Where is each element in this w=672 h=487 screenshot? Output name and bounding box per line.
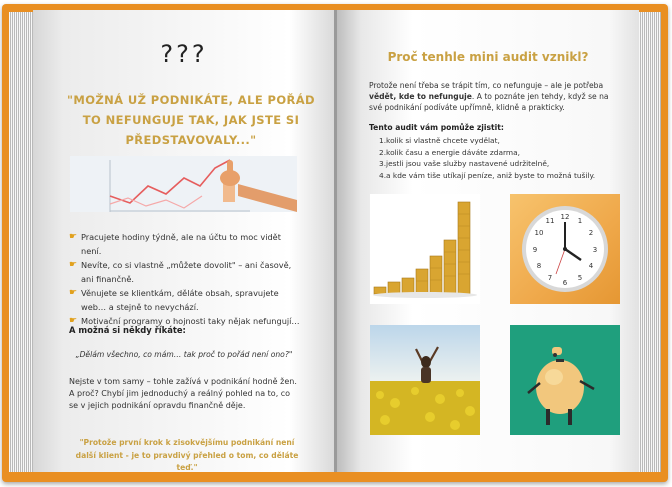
intro-paragraph xyxy=(369,80,609,113)
intro-bold-text: vědět, kde to nefunguje xyxy=(369,92,472,101)
thumbs-up-chart-image xyxy=(70,156,297,212)
subheading: A možná si někdy říkáte: xyxy=(69,325,186,335)
left-page-edges xyxy=(9,12,33,472)
closing-quote: "Protože první krok k zisokvějšímu podnikání není další klient - je to pravdivý přehled o tom, co děláte teď." xyxy=(75,438,299,472)
right-page xyxy=(337,10,639,472)
pointing-hand-icon: ☛ xyxy=(69,288,78,298)
pointing-hand-icon: ☛ xyxy=(69,232,78,242)
intro-text-2: . A to poznáte jen tehdy, když se na své podnikání podíváte upřímně, klidně a prakticky. xyxy=(369,92,609,112)
bullet-text: Věnujete se klientkám, děláte obsah, spravujete web… a stejně to nevychází. xyxy=(81,288,279,312)
right-page-title: Proč tenhle mini audit vznikl? xyxy=(387,50,589,64)
bullet-text: Motivační programy o hojnosti taky nějak nefungují… xyxy=(81,316,300,326)
svg-text:6: 6 xyxy=(562,279,568,287)
pointing-hand-icon: ☛ xyxy=(69,260,78,270)
bullet-text: Pracujete hodiny týdně, ale na účtu to moc vidět není. xyxy=(81,232,281,256)
list-item: 1.kolik si vlastně chcete vydělat, xyxy=(379,136,500,145)
list-heading: Tento audit vám pomůže zjistit: xyxy=(369,123,504,132)
svg-text:1: 1 xyxy=(577,217,583,225)
svg-text:7: 7 xyxy=(547,274,553,282)
svg-text:10: 10 xyxy=(534,229,544,237)
svg-text:4: 4 xyxy=(588,262,594,270)
pointing-hand-icon: ☛ xyxy=(69,316,78,326)
svg-text:8: 8 xyxy=(536,262,542,270)
headline: "MOŽNÁ UŽ PODNIKÁTE, ALE POŘÁD TO NEFUNGUJE TAK, JAK JSTE SI PŘEDSTAVOVALY..." xyxy=(67,93,315,147)
wall-clock-image xyxy=(510,194,620,304)
woman-in-field-image xyxy=(370,325,480,435)
list-item: 2.kolik času a energie dáváte zdarma, xyxy=(379,147,521,157)
book xyxy=(2,4,668,482)
bullet-item xyxy=(69,230,301,258)
italic-quote: „Dělám všechno, co mám… tak proč to pořád není ono?" xyxy=(75,350,293,359)
intro-text-1: Protože není třeba se trápit tím, co nefunguje – ale je potřeba xyxy=(369,81,604,90)
svg-text:5: 5 xyxy=(577,274,583,282)
piggy-bank-character-image xyxy=(510,325,620,435)
question-marks: ??? xyxy=(160,40,208,68)
svg-text:12: 12 xyxy=(560,213,570,221)
bullet-item xyxy=(69,258,301,286)
left-page xyxy=(33,10,335,472)
list-item: 3.jestli jsou vaše služby nastavené udržitelně, xyxy=(379,159,550,168)
bullet-text: Nevíte, co si vlastně „můžete dovolit" – ani časově, ani finančně. xyxy=(81,260,292,284)
bullet-item xyxy=(69,286,301,314)
svg-text:2: 2 xyxy=(588,229,594,237)
svg-text:3: 3 xyxy=(592,246,598,254)
svg-text:9: 9 xyxy=(532,246,538,254)
numbered-list xyxy=(379,135,595,181)
svg-text:11: 11 xyxy=(545,217,555,225)
bullet-list xyxy=(69,230,301,328)
list-item: 4.a kde vám tiše utíkají peníze, aniž byste to možná tušily. xyxy=(379,170,596,180)
body-paragraph: Nejste v tom samy – tohle zažívá v podnikání hodně žen. A proč? Chybí jim jednoduchý a reálný pohled na to, co se v jejich podnikání opravdu finančně děje. xyxy=(69,377,297,410)
coin-stacks-image xyxy=(370,194,480,304)
